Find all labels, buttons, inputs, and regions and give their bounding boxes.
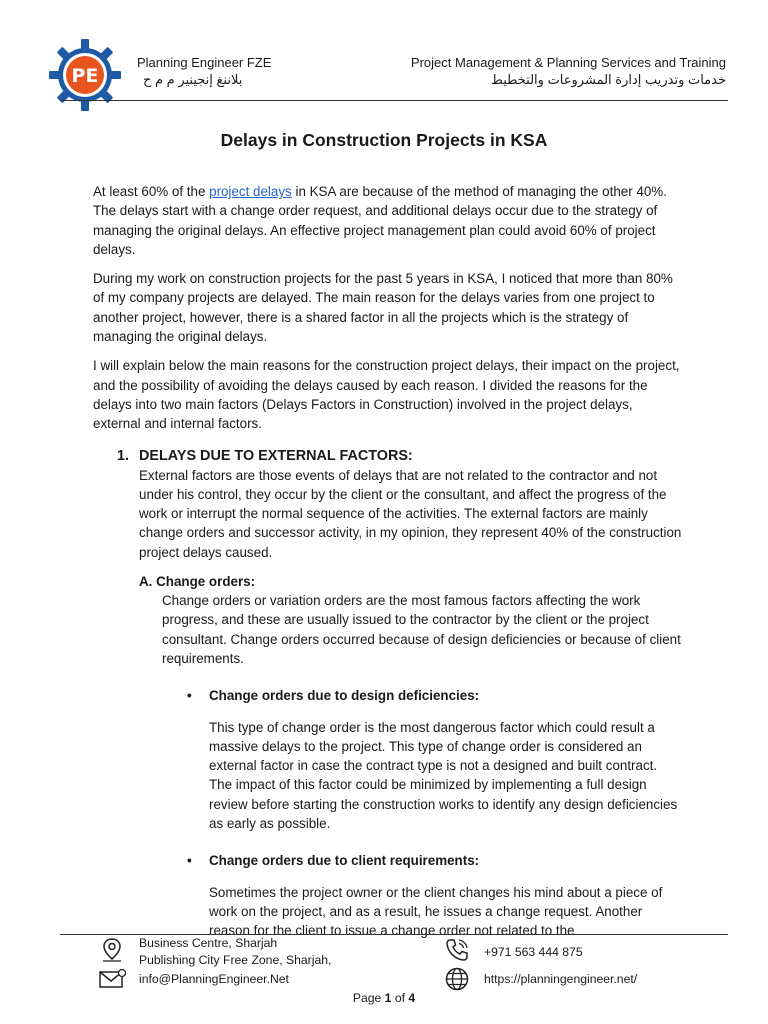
services-ar: خدمات وتدريب إدارة المشروعات والتخطيط — [490, 72, 726, 87]
bullet-body: This type of change order is the most dangerous factor which could result a massive delays to the project. This type of change order is considered an external factor in case the contract type is not a designed and built contract. The impact of this factor could be minimized by implementing a full design review before starting the construction works to identify any design deficiencies as early as possible. — [209, 719, 678, 832]
page-current: 1 — [384, 991, 392, 1005]
bullet-marker: • — [187, 688, 192, 704]
intro-paragraph-1 — [93, 182, 683, 259]
phone-icon — [444, 937, 470, 963]
header-divider — [60, 100, 728, 101]
header-services — [411, 54, 726, 88]
page-total: 4 — [408, 991, 416, 1005]
services-en: Project Management & Planning Services and Training — [410, 55, 726, 70]
logo-letters: PE — [71, 65, 99, 87]
section-1-title: DELAYS DUE TO EXTERNAL FACTORS: — [139, 447, 413, 464]
address-line-2: Publishing City Free Zone, Sharjah, — [139, 952, 332, 967]
globe-icon — [444, 966, 470, 992]
email-text[interactable]: info@PlanningEngineer.Net — [139, 972, 289, 986]
page-prefix: Page — [352, 991, 385, 1005]
email-icon — [98, 968, 126, 990]
intro-p1-text-before: At least 60% of the — [93, 184, 210, 199]
bullet-body: Sometimes the project owner or the client changes his mind about a piece of work on the project, and as a result, he issues a change request. Another reason for the client to issue a change order not related to the — [209, 884, 663, 939]
phone-text[interactable]: +971 563 444 875 — [484, 945, 583, 959]
footer-website[interactable] — [484, 971, 637, 988]
location-pin-icon — [100, 937, 124, 963]
intro-p1-text-after: in KSA are because of the method of managing the other 40%. The delays start with a change order request, and additional delays occur due to the strategy of managing the original delays. An effective project management plan could avoid 60% of project delays. — [93, 184, 667, 257]
project-delays-link[interactable]: project delays — [209, 184, 292, 199]
page-number — [0, 991, 768, 1005]
footer-address — [139, 935, 331, 968]
header-company — [137, 54, 271, 88]
subsection-a-heading: A. Change orders: — [139, 574, 256, 590]
intro-paragraph-3: I will explain below the main reasons for the construction project delays, their impact on the project, and the possibility of avoiding the delays caused by each reason. I divided the reasons for the delays into two main factors (Delays Factors in Construction) involved in the project delays, external and internal factors. — [93, 358, 680, 432]
page-of: of — [391, 991, 409, 1005]
bullet-item — [187, 851, 683, 870]
subsection-a-body: Change orders or variation orders are the most famous factors affecting the work progress, and these are usually issued to the contractor by the client or the project consultant. Change orders occurred because of design deficiencies or because of client requirements. — [162, 593, 681, 666]
company-name-en: Planning Engineer FZE — [137, 55, 272, 70]
bullet-heading: Change orders due to design deficiencies: — [209, 688, 480, 704]
bullet-marker: • — [187, 853, 192, 869]
intro-paragraph-2: During my work on construction projects for the past 5 years in KSA, I noticed that more than 80% of my company projects are delayed. The main reason for the delays varies from one project to another project, however, there is a shared factor in all the projects which is the strategy of managing the original delays. — [93, 271, 673, 345]
company-name-ar: بلاننغ إنجينير م م ح — [143, 72, 243, 87]
website-link[interactable]: https://planningengineer.net/ — [484, 972, 638, 986]
section-1-number: 1. — [117, 447, 130, 464]
bullet-item — [187, 686, 683, 705]
section-1-body: External factors are those events of delays that are not related to the contractor and not under his control, they occur by the client or the consultant, and affect the progress of the work or interrupt the normal sequence of the activities. The external factors are mainly change orders and successor activity, in my opinion, they represent 40% of the construction project delays caused. — [139, 467, 682, 560]
document-title: Delays in Construction Projects in KSA — [220, 130, 548, 150]
address-line-1: Business Centre, Sharjah — [139, 936, 278, 950]
section-1-heading — [93, 446, 683, 466]
bullet-heading: Change orders due to client requirements: — [209, 853, 480, 869]
footer-phone[interactable] — [484, 944, 583, 961]
footer-email[interactable] — [139, 971, 289, 988]
document-body — [93, 182, 683, 941]
